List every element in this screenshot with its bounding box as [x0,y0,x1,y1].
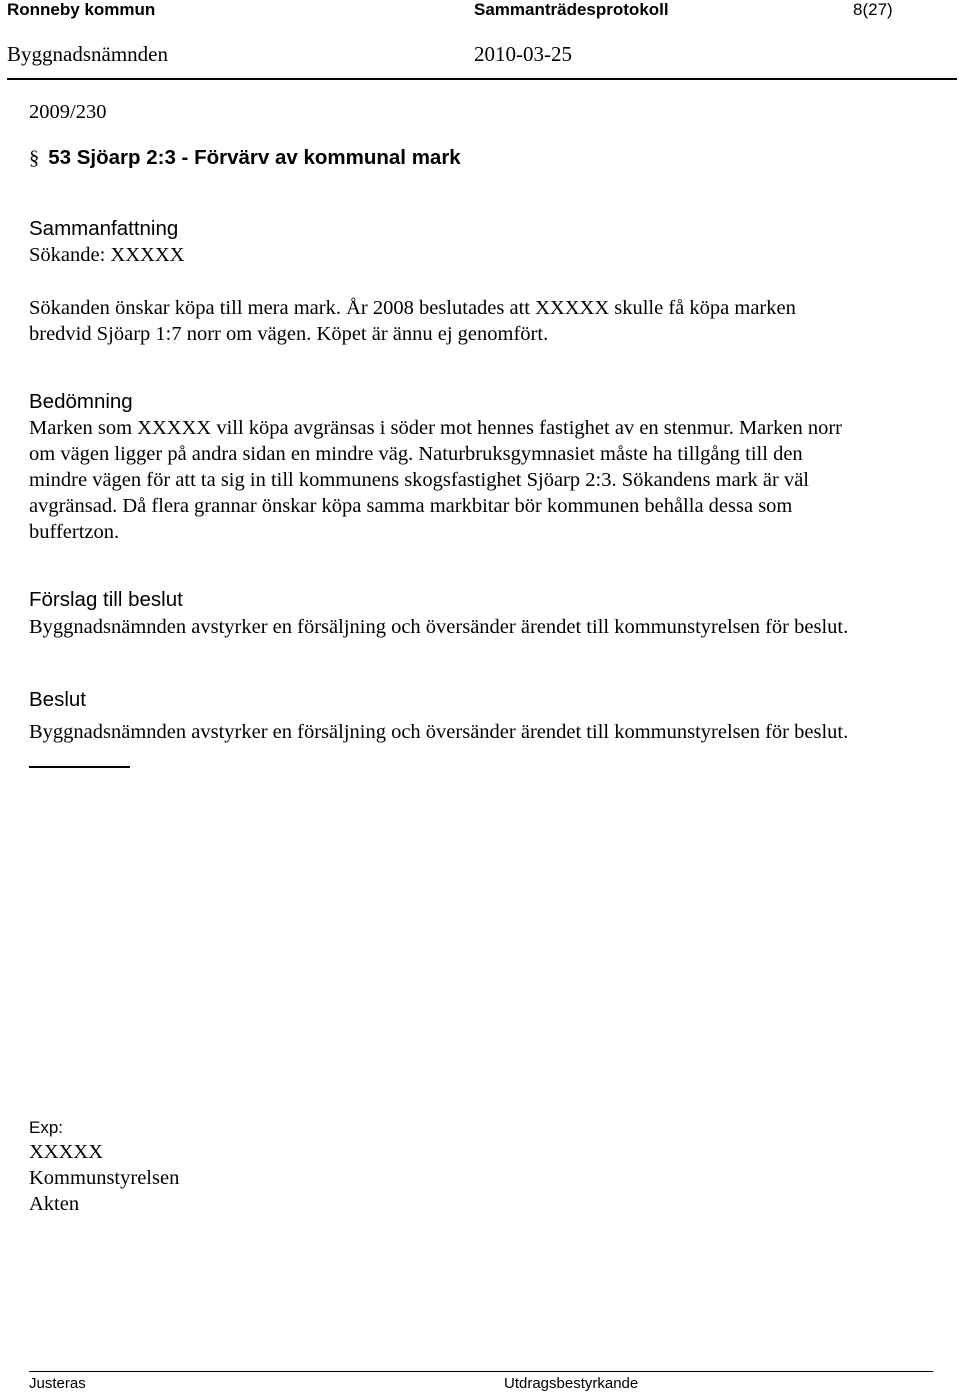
committee-name: Byggnadsnämnden [7,42,168,66]
assessment-line: om vägen ligger på andra sidan en mindre väg. Naturbruksgymnasiet måste ha tillgång till den [29,443,803,465]
summary-heading: Sammanfattning [29,217,179,240]
case-number: 2009/230 [29,101,107,123]
section-symbol: § [29,147,40,169]
assessment-paragraph [29,415,934,545]
page-number: 8(27) [853,0,893,19]
footer-rule [29,1371,933,1372]
dispatch-recipient: XXXXX [29,1141,104,1163]
summary-line: Sökanden önskar köpa till mera mark. År 2008 beslutades att XXXXX skulle få köpa marken [29,297,796,319]
header-rule [7,78,957,80]
footer-utdragsbestyrkande: Utdragsbestyrkande [504,1375,639,1392]
proposal-text: Byggnadsnämnden avstyrker en försäljning och översänder ärendet till kommunstyrelsen för beslut. [29,616,849,638]
dispatch-label: Exp: [29,1118,64,1137]
applicant-line: Sökande: XXXXX [29,244,185,266]
section-title-text: 53 Sjöarp 2:3 - Förvärv av kommunal mark [48,146,461,169]
proposal-heading: Förslag till beslut [29,588,183,611]
assessment-line: Marken som XXXXX vill köpa avgränsas i söder mot hennes fastighet av en stenmur. Marken norr [29,417,842,439]
footer-justeras: Justeras [29,1375,86,1392]
organization-name: Ronneby kommun [7,0,156,19]
summary-paragraph [29,295,934,347]
dispatch-recipient: Kommunstyrelsen [29,1167,180,1189]
section-title [29,146,461,170]
decision-end-rule [29,766,130,768]
document-type: Sammanträdesprotokoll [474,0,669,19]
decision-text: Byggnadsnämnden avstyrker en försäljning och översänder ärendet till kommunstyrelsen för beslut. [29,721,849,743]
assessment-line: mindre vägen för att ta sig in till kommunens skogsfastighet Sjöarp 2:3. Sökandens mark är väl [29,469,810,491]
assessment-heading: Bedömning [29,390,133,413]
assessment-line: buffertzon. [29,521,120,543]
assessment-line: avgränsad. Då flera grannar önskar köpa samma markbitar bör kommunen behålla dessa som [29,495,793,517]
summary-line: bredvid Sjöarp 1:7 norr om vägen. Köpet är ännu ej genomfört. [29,323,549,345]
dispatch-recipients [29,1139,934,1217]
dispatch-recipient: Akten [29,1193,80,1215]
decision-heading: Beslut [29,688,86,711]
meeting-date: 2010-03-25 [474,42,572,66]
